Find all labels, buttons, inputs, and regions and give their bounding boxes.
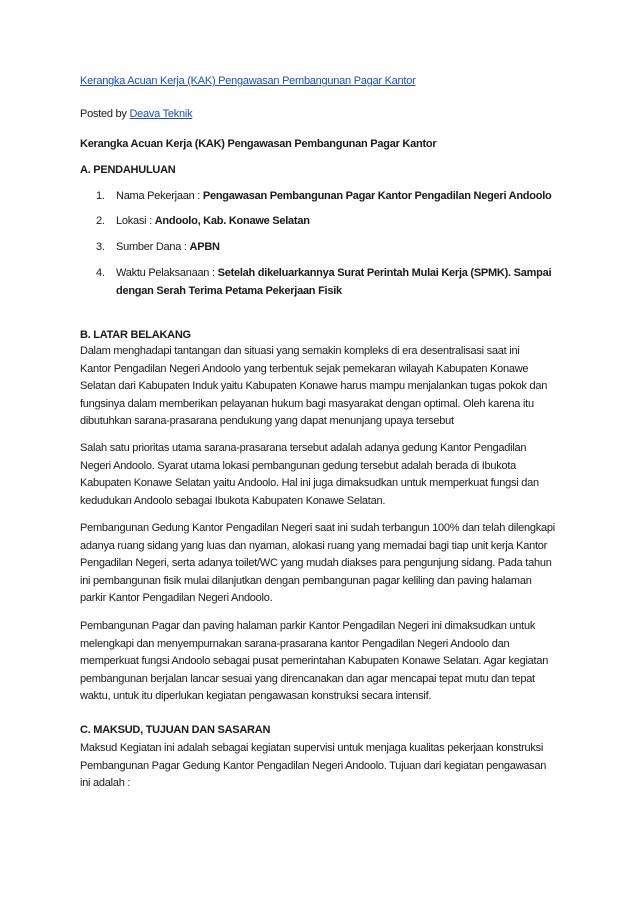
- paragraph-line: Dalam menghadapi tantangan dan situasi yang semakin kompleks di era desentralisasi saat ini: [80, 345, 520, 357]
- paragraph-line: pembangunan berjalan lancar sesuai yang direncanakan dan agar mencapai tepat mutu dan tepat: [80, 672, 535, 685]
- section-a-title: A. PENDAHULUAN: [80, 164, 176, 176]
- list-item-number: 4.: [96, 267, 105, 279]
- list-item-value: APBN: [189, 241, 220, 253]
- document-heading: Kerangka Acuan Kerja (KAK) Pengawasan Pembangunan Pagar Kantor: [80, 138, 437, 150]
- list-item-text: [116, 188, 552, 204]
- list-item-value: Andoolo, Kab. Konawe Selatan: [154, 215, 310, 227]
- paragraph: [80, 520, 570, 608]
- posted-by-line: [80, 106, 192, 122]
- list-item-text: [116, 213, 310, 229]
- paragraph-line: memperkuat fungsi Andoolo sebagai pusat pemerintahan Kabupaten Konawe Selatan. Agar kegiatan: [80, 655, 549, 668]
- author-link[interactable]: Deava Teknik: [129, 108, 193, 120]
- posted-by-label: Posted by: [80, 108, 130, 120]
- section-b-title: B. LATAR BELAKANG: [80, 329, 191, 341]
- list-item-text: [116, 265, 551, 281]
- paragraph-line: ini pembangunan fisik mulai dilanjutkan dengan pembangunan pagar keliling dan paving halaman: [80, 574, 532, 587]
- paragraph-line: Pembangunan Gedung Kantor Pengadilan Negeri saat ini sudah terbangun 100% dan telah dilengkapi: [80, 522, 555, 534]
- paragraph-line: Pengadilan Negeri, serta adanya toilet/WC yang mudah diakses para pengunjung sidang. Pada tahun: [80, 557, 552, 570]
- paragraph: [80, 343, 570, 431]
- article-title-link[interactable]: Kerangka Acuan Kerja (KAK) Pengawasan Pembangunan Pagar Kantor: [80, 75, 416, 87]
- list-item-number: 2.: [96, 215, 105, 227]
- paragraph-line: Salah satu prioritas utama sarana-prasarana tersebut adalah adanya gedung Kantor Pengadilan: [80, 442, 527, 454]
- title-line: [80, 73, 416, 89]
- paragraph-line: Negeri Andoolo. Syarat utama lokasi pembangunan gedung tersebut adalah berada di Ibukota: [80, 459, 517, 472]
- list-item-value-continued: dengan Serah Terima Petama Pekerjaan Fisik: [116, 285, 342, 297]
- list-item-label: Lokasi :: [116, 215, 155, 227]
- paragraph-line: Selatan dari Kabupaten Induk yaitu Kabupaten Konawe harus mampu menjalankan tugas pokok dan: [80, 380, 548, 393]
- paragraph: [80, 618, 570, 706]
- section-c-title: C. MAKSUD, TUJUAN DAN SASARAN: [80, 724, 271, 736]
- paragraph-line: dibutuhkan sarana-prasarana pendukung yang dapat menunjang upaya tersebut: [80, 415, 454, 428]
- paragraph-line: Maksud Kegiatan ini adalah sebagai kegiatan supervisi untuk menjaga kualitas pekerjaan konstruksi: [80, 742, 544, 754]
- paragraph-line: parkir Kantor Pengadilan Negeri Andoolo.: [80, 592, 273, 605]
- paragraph-line: fungsinya dalam memberikan pelayanan hukum bagi masyarakat dengan optimal. Oleh karena itu: [80, 397, 534, 410]
- paragraph-line: Kantor Pengadilan Negeri Andoolo yang terbentuk sejak pemekaran wilayah Kabupaten Konawe: [80, 362, 529, 375]
- list-item-label: Nama Pekerjaan :: [116, 190, 203, 202]
- paragraph-line: adanya ruang sidang yang luas dan nyaman, alokasi ruang yang memadai bagi tiap unit kerja Kantor: [80, 539, 548, 552]
- paragraph-line: kedudukan Andoolo sebagai Ibukota Kabupaten Konawe Selatan.: [80, 494, 386, 507]
- list-item-label: Sumber Dana :: [116, 241, 190, 253]
- paragraph-line: Kabupaten Konawe Selatan yaitu Andoolo. Hal ini juga dimaksudkan untuk memperkuat fungsi dan: [80, 477, 539, 490]
- paragraph: [80, 440, 570, 510]
- paragraph-line: melengkapi dan menyempurnakan sarana-prasarana kantor Pengadilan Negeri Andoolo dan: [80, 637, 510, 650]
- paragraph: [80, 740, 570, 793]
- list-item-value: Setelah dikeluarkannya Surat Perintah Mulai Kerja (SPMK). Sampai: [217, 267, 552, 279]
- list-item-label: Waktu Pelaksanaan :: [116, 267, 218, 279]
- list-item-value: Pengawasan Pembangunan Pagar Kantor Pengadilan Negeri Andoolo: [202, 190, 552, 202]
- paragraph-line: Pembangunan Pagar Gedung Kantor Pengadilan Negeri Andoolo. Tujuan dari kegiatan pengawasan: [80, 759, 547, 772]
- paragraph-line: waktu, untuk itu diperlukan kegiatan pengawasan konstruksi secara intensif.: [80, 690, 432, 703]
- list-item-number: 1.: [96, 190, 105, 202]
- list-item-text: [116, 239, 220, 255]
- paragraph-line: Pembangunan Pagar dan paving halaman parkir Kantor Pengadilan Negeri ini dimaksudkan untuk: [80, 620, 536, 632]
- paragraph-line: ini adalah :: [80, 777, 131, 790]
- list-item-number: 3.: [96, 241, 105, 253]
